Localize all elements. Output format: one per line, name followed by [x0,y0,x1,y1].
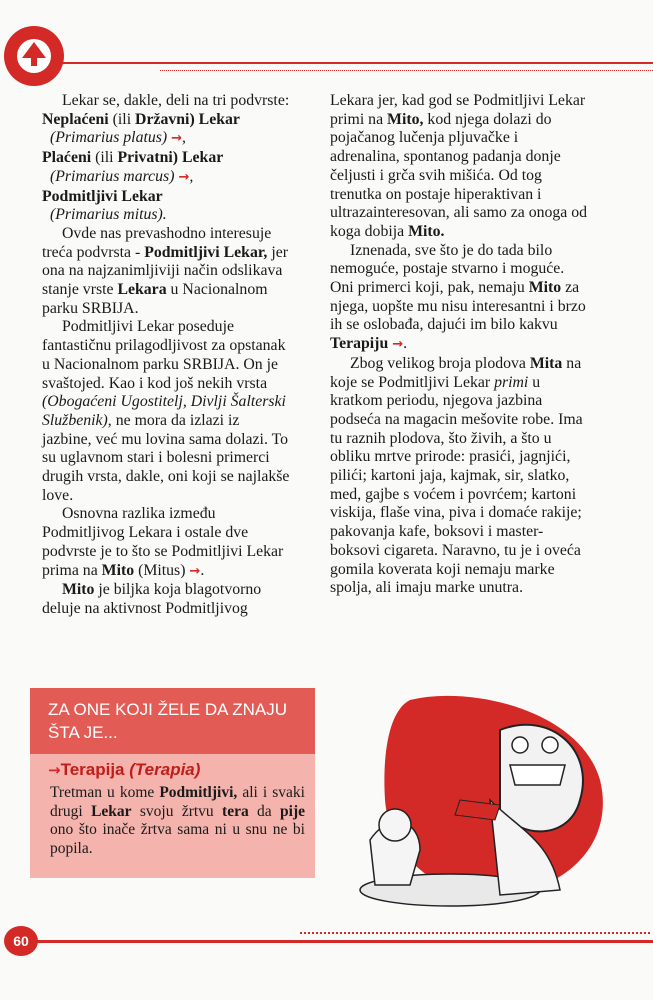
term-name: Terapija [60,760,125,779]
col2-paragraph-3 [330,355,588,598]
text-bold: pije [280,802,305,820]
right-arrow-icon: → [48,761,61,779]
definition-box [30,688,315,878]
text-bold: Mita [529,354,563,372]
text: u kratkom periodu, njegova jazbina podseća na magacin mešovite robe. Ima tu raznih plodova, što živih, a što u obliku mrtve prirode: prasići, jagnjići, pilići; kartoni jaja, kajmak, sir, slatko, med, gajbe s voćem i povrćem; kartoni viskija, flaše vina, piva i domaće rakije; pakovanja kafe, boksovi i master-boksovi cigareta. Naravno, tu je i oveća gomila koverata koji nemaju marke spolja, ali imaju marke unutra. [330,373,583,597]
text-bold: Lekara [117,281,167,299]
text: ali i svaki drugi [50,784,305,820]
type1-alt-b: Državni) [135,110,195,128]
text-italic: (Obogaćeni Ugostitelj, Divlji Šalterski Službenik), [42,393,286,429]
text-bold: Mito, [387,110,424,128]
type2-name: Plaćeni [42,149,92,167]
col1-paragraph-3: Osnovna razlika između Podmitljivog Lekara i ostale dve podvrste je to što se Podmitljivi Lekar prima na Mito (Mitus) →. [42,505,284,579]
definition-box-title: ZA ONE KOJI ŽELE DA ZNAJU ŠTA JE... [48,700,287,742]
text: svoju žrtvu [131,802,223,820]
text-bold: Mito. [408,222,445,240]
type3-line [42,188,292,207]
definition-box-header [30,688,315,754]
text-italic: primi [494,373,529,391]
type1-alt: (ili [112,110,132,128]
text-bold: Terapiju [330,335,389,353]
top-rule [60,62,653,64]
col1-paragraph-1 [42,225,292,319]
page-number: 60 [4,926,38,956]
type2-word: Lekar [181,149,224,167]
text: Iznenada, sve što je do tada bilo nemoguće, postaje stvarno i moguće. Oni primerci koji, pak, nemaju [330,241,565,297]
top-dotted-rule [160,70,653,71]
type2-latin: (Primarius marcus) [50,167,175,185]
type1-line [42,111,292,130]
type2-line [42,149,292,168]
text: je biljka koja blagotvorno deluje na aktivnost Podmitljivog [42,581,262,617]
type1-latin-line: (Primarius platus) →, [50,129,186,147]
text: jer ona na najzanimljiviji način odslikava stanje vrste [42,243,288,299]
park-logo-icon [0,20,70,90]
text: ono što inače žrtva sama ni u snu ne bi popila. [50,821,305,857]
text: (Mitus) [134,561,190,579]
type1-name: Neplaćeni [42,110,109,128]
right-arrow-icon: → [171,131,183,147]
text-bold: Mito [528,279,562,297]
text: Osnovna razlika između Podmitljivog Lekara i ostale dve podvrste je to što se Podmitljivi Lekar prima na [42,505,284,579]
type3-latin: (Primarius mitus). [50,206,167,224]
text: u Nacionalnom parku SRBIJA. [42,281,268,317]
text: za njega, uopšte mu nisu interesantni i brzo ih se oslobađa, dajući im bilo kakvu [330,279,586,334]
definition-term [48,760,200,780]
text-bold: tera [222,802,249,820]
column-left [42,92,292,619]
col1-paragraph-2 [42,318,292,505]
term-latin: (Terapia) [129,760,201,779]
type2-alt-b: Privatni) [117,149,179,167]
right-arrow-icon: → [189,563,201,579]
intro-text: Lekar se, dakle, deli na tri podvrste: [62,92,290,109]
text-bold: Lekar [91,802,132,820]
text-bold: Mito [62,581,95,599]
right-arrow-icon: → [178,169,190,185]
text: Zbog velikog broja plodova [350,354,530,372]
text: da [248,802,281,820]
type2-alt: (ili [95,149,114,167]
cartoon-illustration [350,690,630,915]
text: Lekara jer, kad god se Podmitljivi Lekar primi na [330,92,586,128]
text-bold: Podmitljivi Lekar, [144,243,268,261]
text: kod njega dolazi do pojačanog lučenja pljuvačke i adrenalina, spontanog padanja donje čeljusti i grča svih mišića. Od tog trenutka on postaje hiperaktivan i ultrazainteresovan, ali samo za onoga od koga dobija [330,110,588,240]
bottom-dotted-rule [300,932,650,934]
type2-latin-line: (Primarius marcus) →, [50,167,194,185]
text: ne mora da izlazi iz jazbine, već mu lovina sama dolazi. To su uglavnom stari i bolesni primerci drugih vrsta, dakle, oni koji se najlakše love. [42,411,290,504]
text: Tretman u kome [50,784,160,801]
type3-name: Podmitljivi Lekar [42,187,163,205]
text-bold: Mito [101,561,135,579]
right-arrow-icon: → [392,337,404,353]
text: Ovde nas prevashodno interesuje treća podvrsta - [42,224,272,261]
text: Podmitljivi Lekar poseduje fantastičnu prilagodljivost za opstanak u Nacionalnom parku SRBIJA. On je svaštojed. Kao i kod još nekih vrsta [42,318,286,392]
text-bold: Podmitljivi, [159,784,238,801]
column-right [330,92,588,598]
col1-paragraph-4 [42,581,292,618]
definition-text [50,784,305,858]
type3-latin-line [42,206,292,225]
type1-latin: (Primarius platus) [50,129,168,147]
col2-paragraph-1 [330,92,588,242]
bottom-rule [20,940,653,943]
type1-word: Lekar [198,110,240,128]
col2-paragraph-2: Iznenada, sve što je do tada bilo nemoguće, postaje stvarno i moguće. Oni primerci koji, pak, nemaju Mito za njega, uopšte mu nisu interesantni i brzo ih se oslobađa, dajući im bilo kakvu Terapiju →. [330,241,586,353]
text: na koje se Podmitljivi Lekar [330,354,582,391]
